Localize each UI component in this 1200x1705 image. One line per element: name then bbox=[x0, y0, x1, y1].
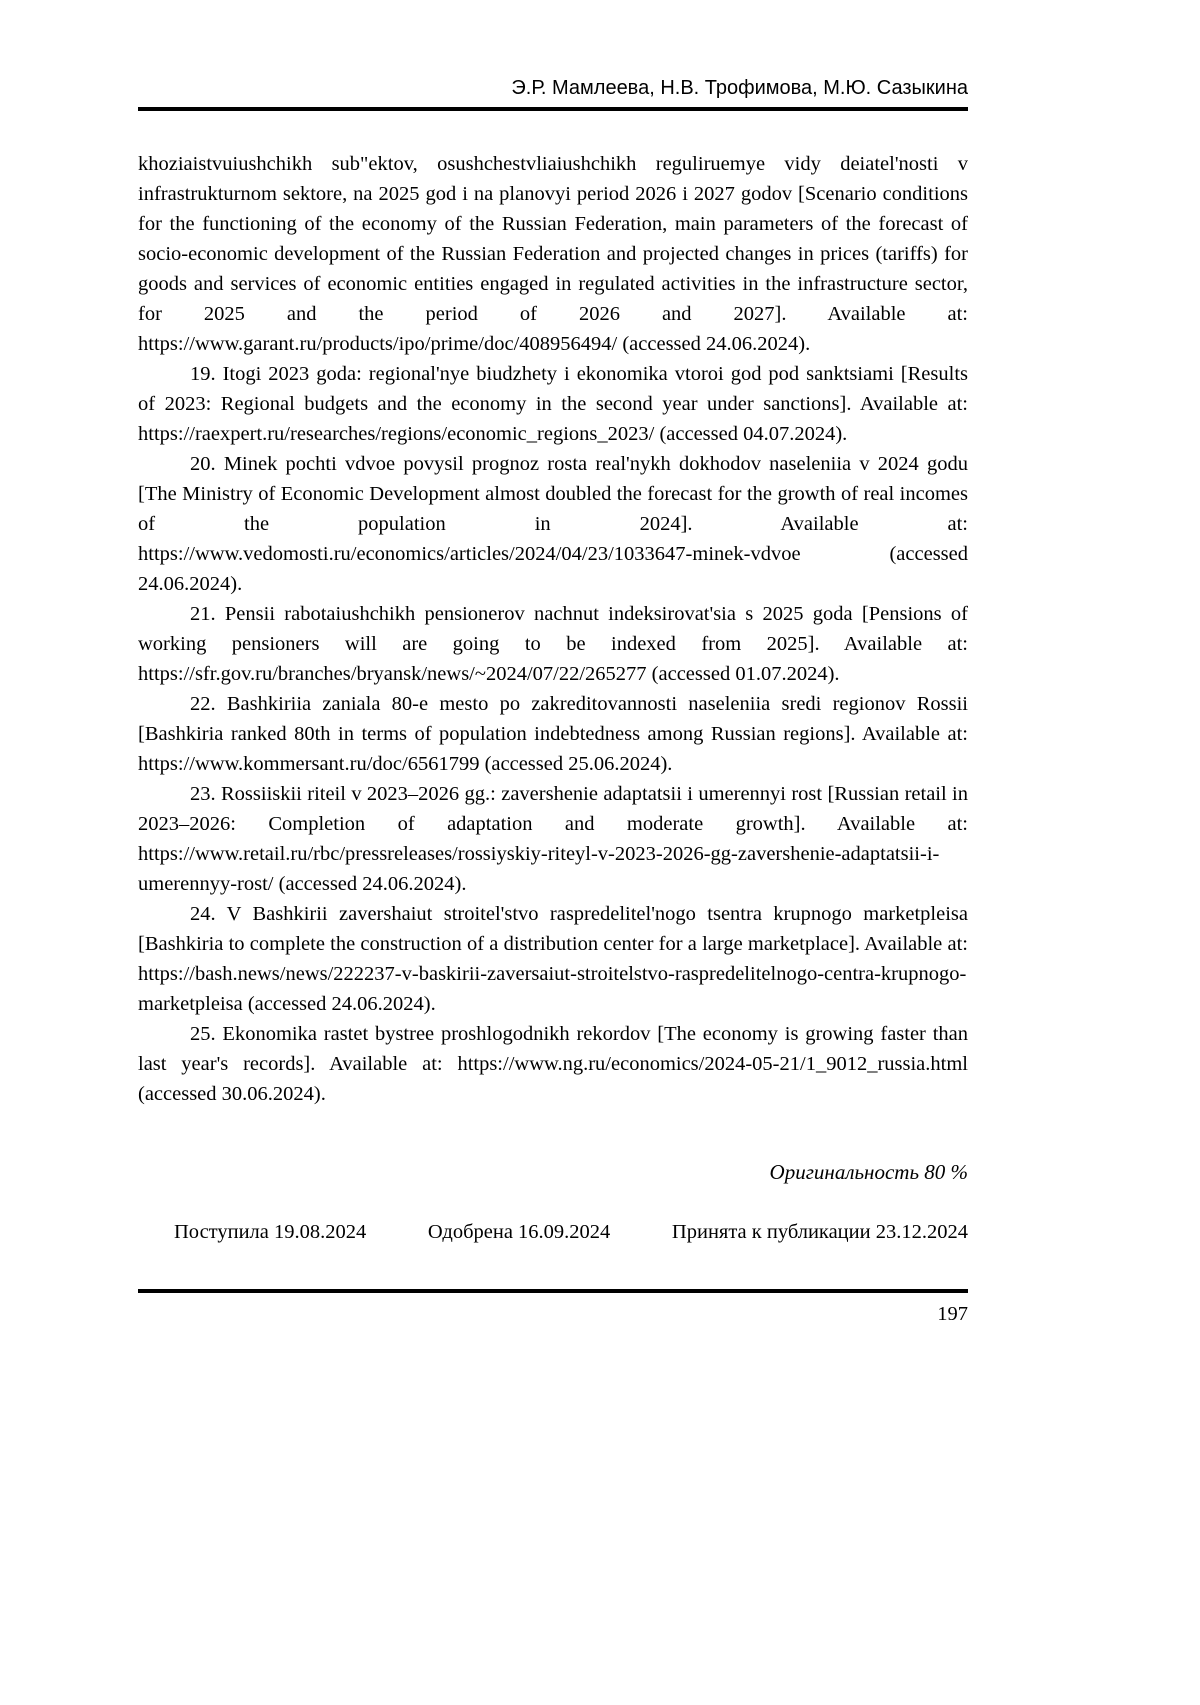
accepted-date: Принята к публикации 23.12.2024 bbox=[671, 1221, 968, 1243]
reference-item-25: 25. Ekonomika rastet bystree proshlogodnikh rekordov [The economy is growing faster than last year's records]. Available at: https://www.ng.ru/economics/2024-05-21/1_9012_russia.html (accessed 30.06.2024). bbox=[138, 1023, 968, 1105]
reference-item-20: 20. Minek pochti vdvoe povysil prognoz rosta real'nykh dokhodov naseleniia v 2024 godu [The Ministry of Economic Development almost doubled the forecast for the growth of real incomes of the population in 2024]. Available at: https://www.vedomosti.ru/economics/articles/2024/04/23/1033647-minek-vdvoe (accessed 24.06.2024). bbox=[138, 453, 968, 595]
reference-item-19: 19. Itogi 2023 goda: regional'nye biudzhety i ekonomika vtoroi god pod sanktsiami [Results of 2023: Regional budgets and the economy in the second year under sanctions]. Available at: https://raexpert.ru/researches/regions/economic_regions_2023/ (accessed 04.07.2024). bbox=[138, 363, 968, 445]
running-header bbox=[138, 76, 968, 111]
received-date: Поступила 19.08.2024 bbox=[174, 1221, 367, 1243]
reference-item-22: 22. Bashkiriia zaniala 80-e mesto po zakreditovannosti naseleniia sredi regionov Rossii [Bashkiria ranked 80th in terms of population indebtedness among Russian regions]. Available at: https://www.kommersant.ru/doc/6561799 (accessed 25.06.2024). bbox=[138, 693, 968, 775]
text-column bbox=[138, 0, 968, 1327]
reference-item-21: 21. Pensii rabotaiushchikh pensionerov nachnut indeksirovat'sia s 2025 goda [Pensions of working pensioners will are going to be indexed from 2025]. Available at: https://sfr.gov.ru/branches/bryansk/news/~2024/07/22/265277 (accessed 01.07.2024). bbox=[138, 603, 968, 685]
references-section bbox=[138, 149, 968, 1109]
page-number-row bbox=[138, 1301, 968, 1327]
running-header-authors: Э.Р. Мамлеева, Н.В. Трофимова, М.Ю. Сазыкина bbox=[511, 77, 968, 99]
reference-item-24: 24. V Bashkirii zavershaiut stroitel'stvo raspredelitel'nogo tsentra krupnogo marketpleisa [Bashkiria to complete the construction of a distribution center for a large marketplace]. Available at: https://bash.news/news/222237-v-baskirii-zaversaiut-stroitelstvo-raspredelitelnogo-centra-krupnogo-marketpleisa (accessed 24.06.2024). bbox=[138, 903, 968, 1015]
footer-rule bbox=[138, 1289, 968, 1293]
reference-continuation: khoziaistvuiushchikh sub"ektov, osushchestvliaiushchikh reguliruemye vidy deiatel'nosti v infrastrukturnom sektore, na 2025 god i na planovyi period 2026 i 2027 godov [Scenario conditions for the functioning of the economy of the Russian Federation, main parameters of the forecast of socio-economic development of the Russian Federation and projected changes in prices (tariffs) for goods and services of economic entities engaged in regulated activities in the infrastructure sector, for 2025 and the period of 2026 and 2027]. Available at: https://www.garant.ru/products/ipo/prime/doc/408956494/ (accessed 24.06.2024). bbox=[138, 153, 968, 355]
submission-dates bbox=[138, 1219, 968, 1245]
originality-note: Оригинальность 80 % bbox=[769, 1160, 968, 1184]
approved-date: Одобрена 16.09.2024 bbox=[427, 1221, 611, 1243]
reference-item-23: 23. Rossiiskii riteil v 2023–2026 gg.: zavershenie adaptatsii i umerennyi rost [Russian retail in 2023–2026: Completion of adaptation and moderate growth]. Available at: https://www.retail.ru/rbc/pressreleases/rossiyskiy-riteyl-v-2023-2026-gg-zavershenie-adaptatsii-i-umerennyy-rost/ (accessed 24.06.2024). bbox=[138, 783, 968, 895]
page-number: 197 bbox=[937, 1303, 968, 1325]
